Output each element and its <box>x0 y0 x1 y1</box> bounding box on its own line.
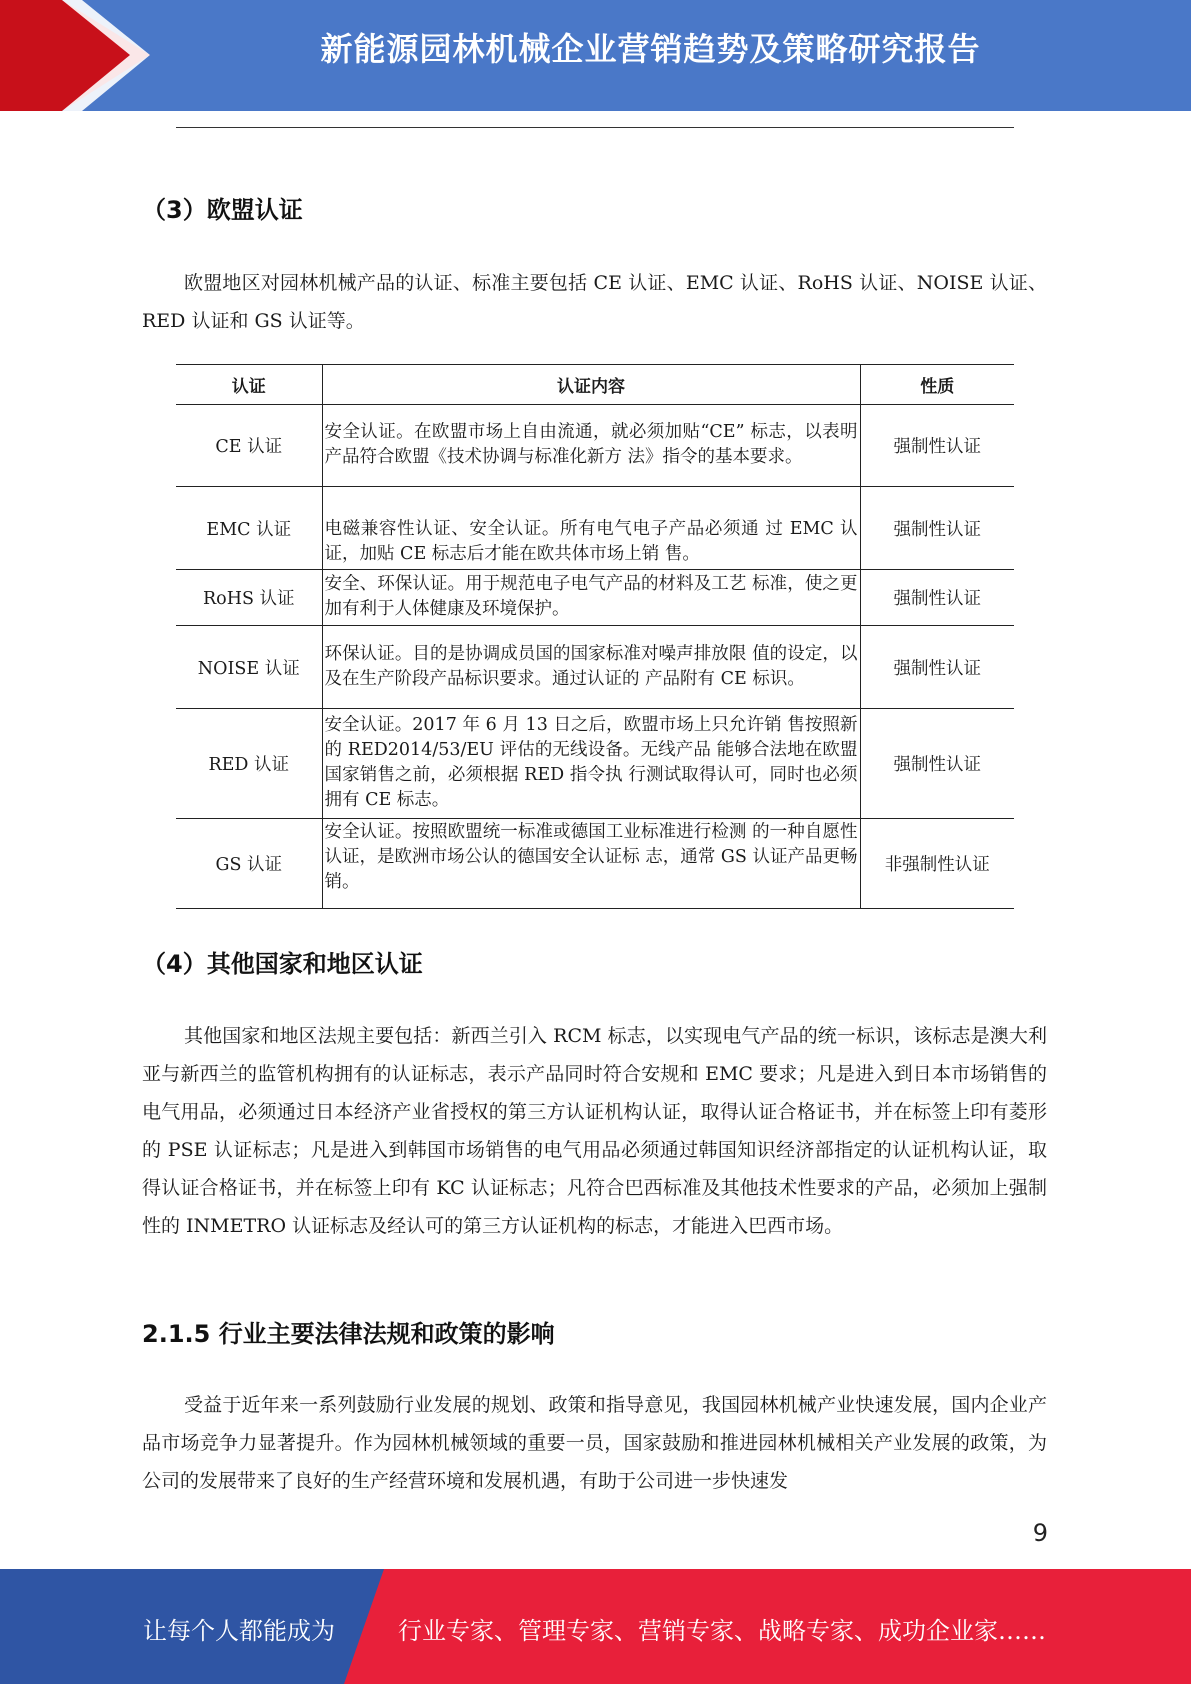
table-row <box>176 405 1014 487</box>
column-header: 认证内容 <box>322 365 860 405</box>
table-row <box>176 709 1014 819</box>
eu-intro-paragraph: 欧盟地区对园林机械产品的认证、标准主要包括 CE 认证、EMC 认证、RoHS 认证、NOISE 认证、RED 认证和 GS 认证等。 <box>142 272 1047 332</box>
table-row <box>176 819 1014 909</box>
other-regions-paragraph: 其他国家和地区法规主要包括：新西兰引入 RCM 标志，以实现电气产品的统一标识，该标志是澳大利亚与新西兰的监管机构拥有的认证标志，表示产品同时符合安规和 EMC 要求；凡是进入到日本市场销售的电气用品，必须通过日本经济产业省授权的第三方认证机构认证，取得认证合格证书，并在标签上印有菱形的 PSE 认证标志；凡是进入到韩国市场销售的电气用品必须通过韩国知识经济部指定的认证机构认证，取得认证合格证书，并在标签上印有 KC 认证标志；凡符合巴西标准及其他技术性要求的产品，必须加上强制性的 INMETRO 认证标志及经认可的第三方认证机构的标志，才能进入巴西市场。 <box>142 1025 1047 1237</box>
cert-name: RoHS 认证 <box>176 570 322 626</box>
eu-certification-table <box>176 364 1014 909</box>
table-row <box>176 487 1014 570</box>
section-heading-eu-certification: （3）欧盟认证 <box>142 196 303 224</box>
cert-name: CE 认证 <box>176 405 322 487</box>
cert-content: 安全认证。在欧盟市场上自由流通，就必须加贴“CE” 标志，以表明产品符合欧盟《技术协调与标准化新方 法》指令的基本要求。 <box>322 405 860 487</box>
cert-name: RED 认证 <box>176 709 322 819</box>
table-row <box>176 570 1014 626</box>
footer-slogan-left: 让每个人都能成为 <box>143 1617 335 1645</box>
cert-content: 环保认证。目的是协调成员国的国家标准对噪声排放限 值的设定，以及在生产阶段产品标识要求。通过认证的 产品附有 CE 标识。 <box>322 626 860 709</box>
section-heading-other-regions: （4）其他国家和地区认证 <box>142 950 423 978</box>
footer-slogan-right: 行业专家、管理专家、营销专家、战略专家、成功企业家…… <box>398 1617 1046 1645</box>
table-row <box>176 626 1014 709</box>
laws-policies-paragraph: 受益于近年来一系列鼓励行业发展的规划、政策和指导意见，我国园林机械产业快速发展，国内企业产品市场竞争力显著提升。作为园林机械领域的重要一员，国家鼓励和推进园林机械相关产业发展的政策，为公司的发展带来了良好的生产经营环境和发展机遇，有助于公司进一步快速发 <box>142 1394 1047 1492</box>
header-divider <box>176 127 1014 128</box>
cert-name: GS 认证 <box>176 819 322 909</box>
column-header: 认证 <box>176 365 322 405</box>
section-heading-laws-policies: 2.1.5 行业主要法律法规和政策的影响 <box>142 1320 555 1348</box>
cert-type: 强制性认证 <box>860 405 1014 487</box>
cert-type: 强制性认证 <box>860 626 1014 709</box>
page-header <box>0 0 1191 111</box>
cert-name: NOISE 认证 <box>176 626 322 709</box>
cert-content: 安全认证。按照欧盟统一标准或德国工业标准进行检测 的一种自愿性认证，是欧洲市场公认的德国安全认证标 志，通常 GS 认证产品更畅销。 <box>322 819 860 909</box>
page-footer <box>0 1569 1191 1684</box>
table-header-row <box>176 365 1014 405</box>
cert-content: 电磁兼容性认证、安全认证。所有电气电子产品必须通 过 EMC 认证，加贴 CE 标志后才能在欧共体市场上销 售。 <box>322 487 860 570</box>
report-title: 新能源园林机械企业营销趋势及策略研究报告 <box>320 30 981 68</box>
cert-type: 强制性认证 <box>860 570 1014 626</box>
cert-name: EMC 认证 <box>176 487 322 570</box>
cert-type: 非强制性认证 <box>860 819 1014 909</box>
cert-type: 强制性认证 <box>860 487 1014 570</box>
column-header: 性质 <box>860 365 1014 405</box>
page-number: 9 <box>1032 1519 1048 1547</box>
cert-type: 强制性认证 <box>860 709 1014 819</box>
cert-content: 安全认证。2017 年 6 月 13 日之后，欧盟市场上只允许销 售按照新的 RED2014/53/EU 评估的无线设备。无线产品 能够合法地在欧盟国家销售之前，必须根据 RED 指令执 行测试取得认可，同时也必须拥有 CE 标志。 <box>322 709 860 819</box>
cert-content: 安全、环保认证。用于规范电子电气产品的材料及工艺 标准，使之更加有利于人体健康及环境保护。 <box>322 570 860 626</box>
